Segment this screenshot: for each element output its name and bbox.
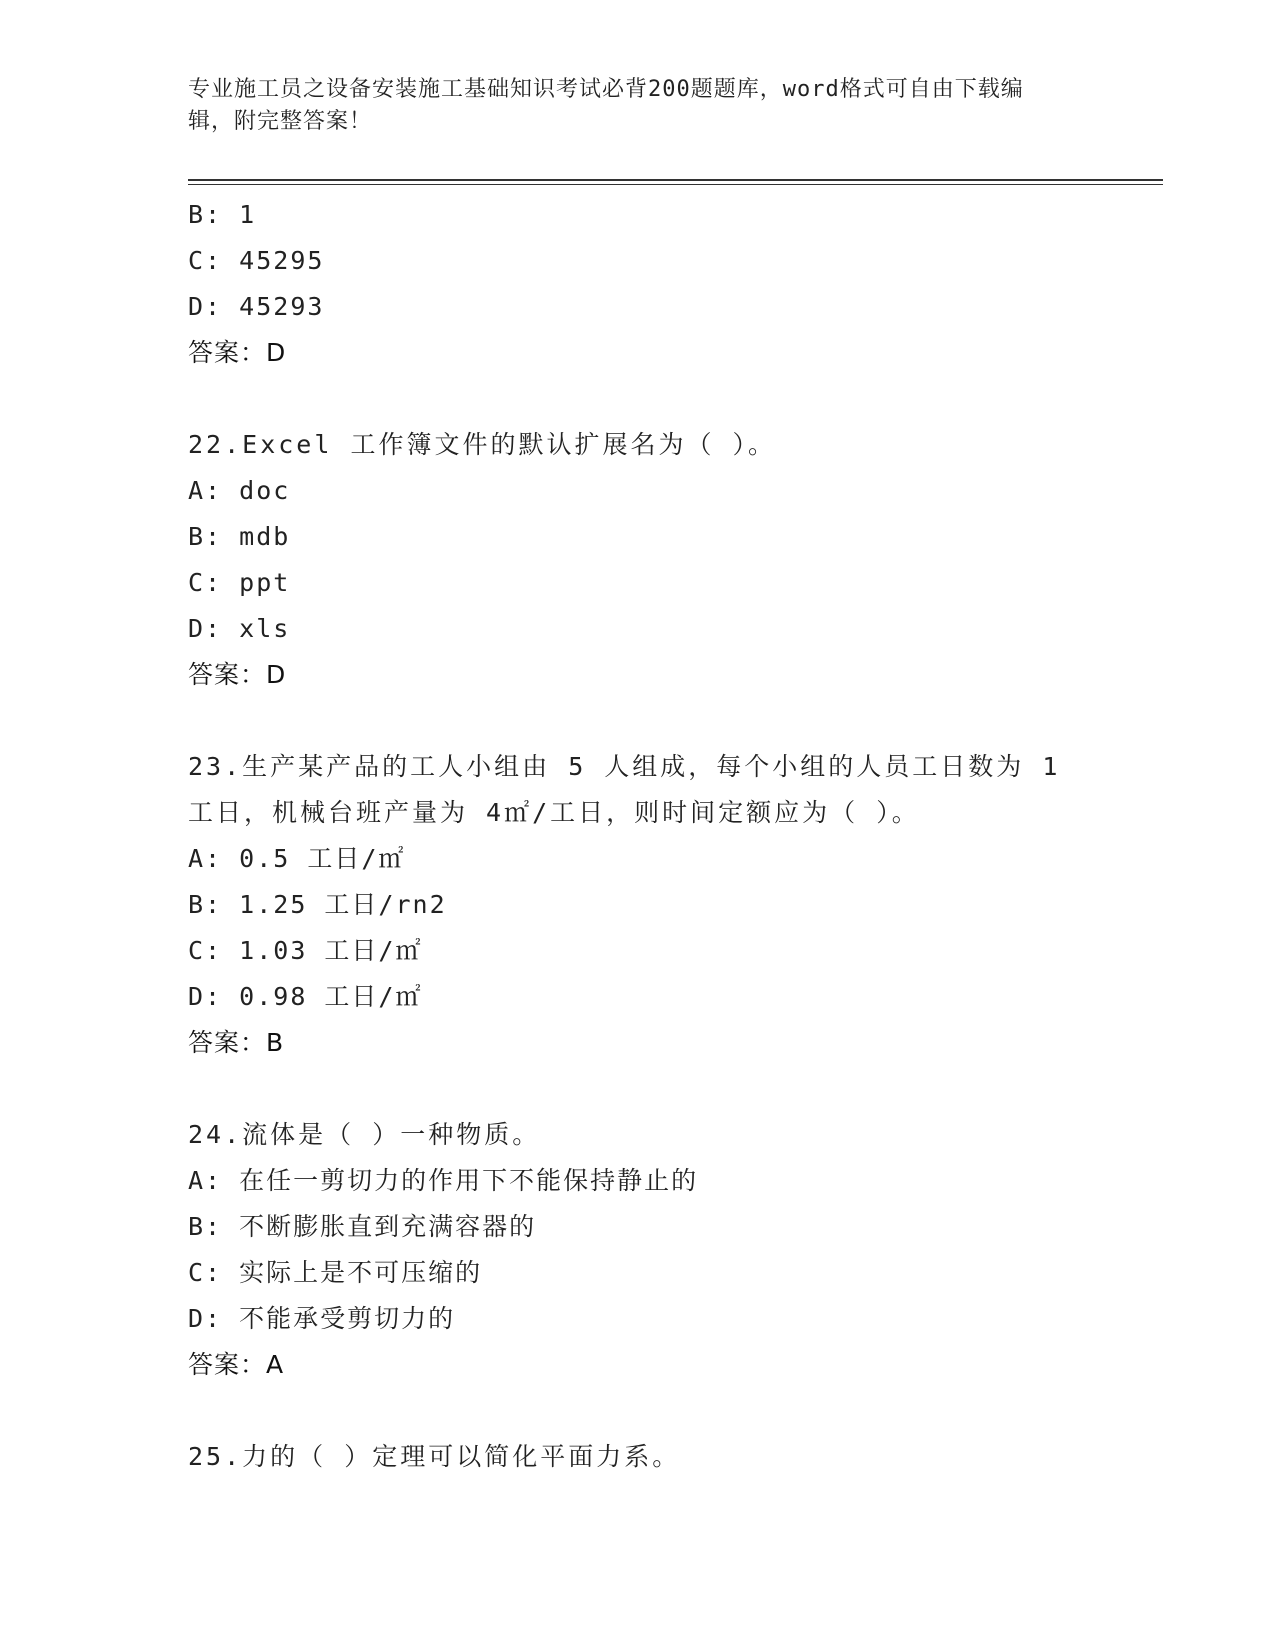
option-text: 1.03 工日/㎡ [239, 936, 423, 965]
option-letter: C: [188, 1258, 223, 1287]
header-divider-thin [188, 184, 1163, 185]
header-divider-thick [188, 179, 1163, 181]
option-letter: D: [188, 982, 223, 1011]
option-letter: A: [188, 476, 223, 505]
option-text: 1.25 工日/rn2 [239, 890, 447, 919]
option-letter: B: [188, 890, 223, 919]
option-b [188, 514, 1163, 560]
option-letter: D: [188, 614, 223, 643]
answer-line: 答案：D [188, 660, 287, 689]
question-text: 23.生产某产品的工人小组由 5 人组成，每个小组的人员工日数为 1 工日，机械台班产量为 4㎡/工日，则时间定额应为（ ）。 [188, 752, 1061, 827]
question-24 [188, 1112, 1163, 1388]
answer-line: 答案：D [188, 338, 287, 367]
option-text: 实际上是不可压缩的 [239, 1258, 483, 1287]
option-letter: D: [188, 1304, 223, 1333]
answer-line: 答案：A [188, 1350, 285, 1379]
option-text: 45293 [239, 292, 325, 321]
option-a [188, 468, 1163, 514]
option-text: 45295 [239, 246, 325, 275]
question-22 [188, 422, 1163, 698]
option-b [188, 1204, 1163, 1250]
option-c [188, 560, 1163, 606]
option-text: 在任一剪切力的作用下不能保持静止的 [239, 1166, 699, 1195]
question-21-continuation [188, 192, 1163, 376]
option-letter: C: [188, 936, 223, 965]
document-title: 专业施工员之设备安装施工基础知识考试必背200题题库，word格式可自由下载编辑，附完整答案！ [188, 77, 1024, 134]
question-23 [188, 744, 1163, 1066]
option-text: 1 [239, 200, 257, 229]
option-letter: A: [188, 1166, 223, 1195]
answer-line: 答案：B [188, 1028, 285, 1057]
option-text: mdb [239, 522, 291, 551]
option-d [188, 284, 1163, 330]
option-b [188, 192, 1163, 238]
option-c [188, 928, 1163, 974]
option-c [188, 1250, 1163, 1296]
option-a [188, 836, 1163, 882]
option-letter: A: [188, 844, 223, 873]
option-letter: C: [188, 246, 223, 275]
option-text: 0.5 工日/㎡ [239, 844, 406, 873]
option-letter: B: [188, 1212, 223, 1241]
option-text: ppt [239, 568, 291, 597]
option-d [188, 974, 1163, 1020]
option-letter: D: [188, 292, 223, 321]
option-text: 不断膨胀直到充满容器的 [239, 1212, 537, 1241]
option-c [188, 238, 1163, 284]
question-list [188, 192, 1163, 1480]
option-text: xls [239, 614, 291, 643]
option-d [188, 1296, 1163, 1342]
option-letter: B: [188, 522, 223, 551]
option-text: 0.98 工日/㎡ [239, 982, 423, 1011]
question-text: 25.力的（ ）定理可以简化平面力系。 [188, 1442, 681, 1471]
question-text: 24.流体是（ ）一种物质。 [188, 1120, 541, 1149]
question-text: 22.Excel 工作簿文件的默认扩展名为（ ）。 [188, 430, 777, 459]
option-a [188, 1158, 1163, 1204]
question-25 [188, 1434, 1163, 1480]
option-letter: B: [188, 200, 223, 229]
option-b [188, 882, 1163, 928]
option-d [188, 606, 1163, 652]
option-letter: C: [188, 568, 223, 597]
option-text: 不能承受剪切力的 [239, 1304, 456, 1333]
option-text: doc [239, 476, 291, 505]
